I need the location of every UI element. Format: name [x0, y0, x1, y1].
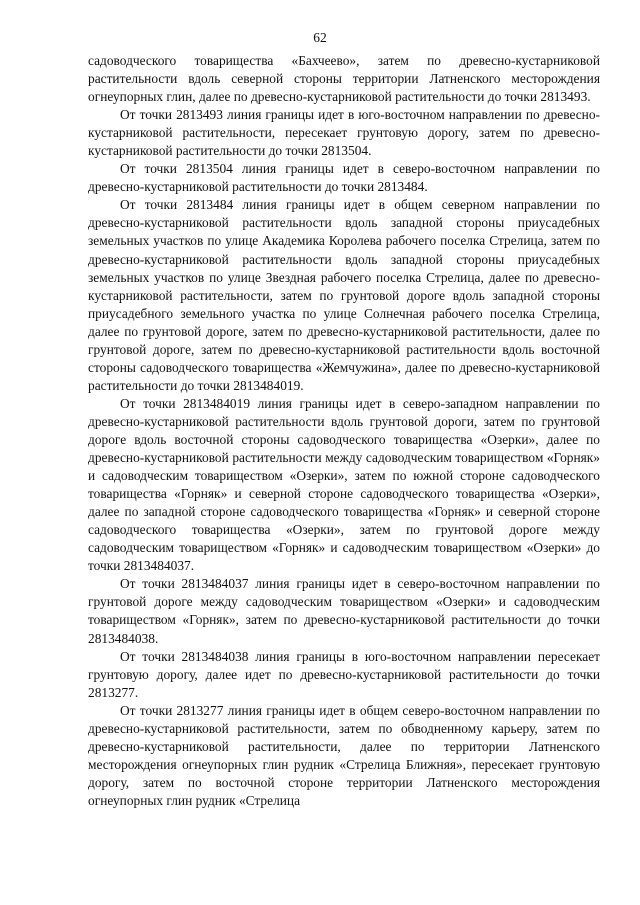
page-number: 62	[313, 30, 327, 45]
paragraph-3: От точки 2813504 линия границы идет в северо-восточном направлении по древесно-кустарниковой растительности до точки 2813484.	[88, 161, 600, 195]
paragraph-6: От точки 2813484037 линия границы идет в северо-восточном направлении по грунтовой дороге между садоводческим товариществом «Озерки» и садоводческим товариществом «Горняк», затем по древесно-кустарниковой растительности до точки 2813484038.	[88, 576, 600, 646]
paragraph-7: От точки 2813484038 линия границы в юго-восточном направлении пересекает грунтовую дорогу, далее идет по древесно-кустарниковой растительности до точки 2813277.	[88, 648, 600, 700]
paragraph-5: От точки 2813484019 линия границы идет в северо-западном направлении по древесно-кустарниковой растительности вдоль грунтовой дороги, затем по грунтовой дороге вдоль восточной стороны садоводческого товарищества «Озерки», далее по древесно-кустарниковой растительности между садоводческим товариществом «Горняк» и садоводческим товариществом «Озерки», затем по южной стороне садоводческого товарищества «Горняк» и северной стороне садоводческого товарищества «Озерки», далее по западной стороне садоводческого товарищества «Горняк» и северной стороне садоводческого товарищества «Озерки», затем по грунтовой дороге между садоводческим товариществом «Горняк» и садоводческим товариществом «Озерки» до точки 2813484037.	[88, 395, 600, 574]
paragraph-4: От точки 2813484 линия границы идет в общем северном направлении по древесно-кустарниковой растительности вдоль западной стороны приусадебных земельных участков по улице Академика Королева рабочего поселка Стрелица, затем по древесно-кустарниковой растительности вдоль западной стороны приусадебных земельных участков по улице Звездная рабочего поселка Стрелица, далее по древесно-кустарниковой растительности, затем по грунтовой дороге вдоль западной стороны приусадебного земельного участка по улице Солнечная рабочего поселка Стрелица, далее по грунтовой дороге, затем по древесно-кустарниковой растительности, далее по грунтовой дороге, затем по древесно-кустарниковой растительности вдоль восточной стороны садоводческого товарищества «Жемчужина», далее по древесно-кустарниковой растительности до точки 2813484019.	[88, 197, 600, 393]
document-body	[88, 52, 600, 810]
paragraph-8: От точки 2813277 линия границы идет в общем северо-восточном направлении по древесно-кустарниковой растительности, затем по обводненному карьеру, затем по древесно-кустарниковой растительности, далее по территории Латненского месторождения огнеупорных глин рудник «Стрелица Ближняя», пересекает грунтовую дорогу, затем по восточной стороне территории Латненского месторождения огнеупорных глин рудник «Стрелица	[88, 702, 600, 808]
paragraph-2: От точки 2813493 линия границы идет в юго-восточном направлении по древесно-кустарниковой растительности, пересекает грунтовую дорогу, затем по древесно-кустарниковой растительности до точки 2813504.	[88, 107, 600, 159]
paragraph-1: садоводческого товарищества «Бахчеево», затем по древесно-кустарниковой растительности вдоль северной стороны территории Латненского месторождения огнеупорных глин, далее по древесно-кустарниковой растительности до точки 2813493.	[88, 53, 600, 105]
